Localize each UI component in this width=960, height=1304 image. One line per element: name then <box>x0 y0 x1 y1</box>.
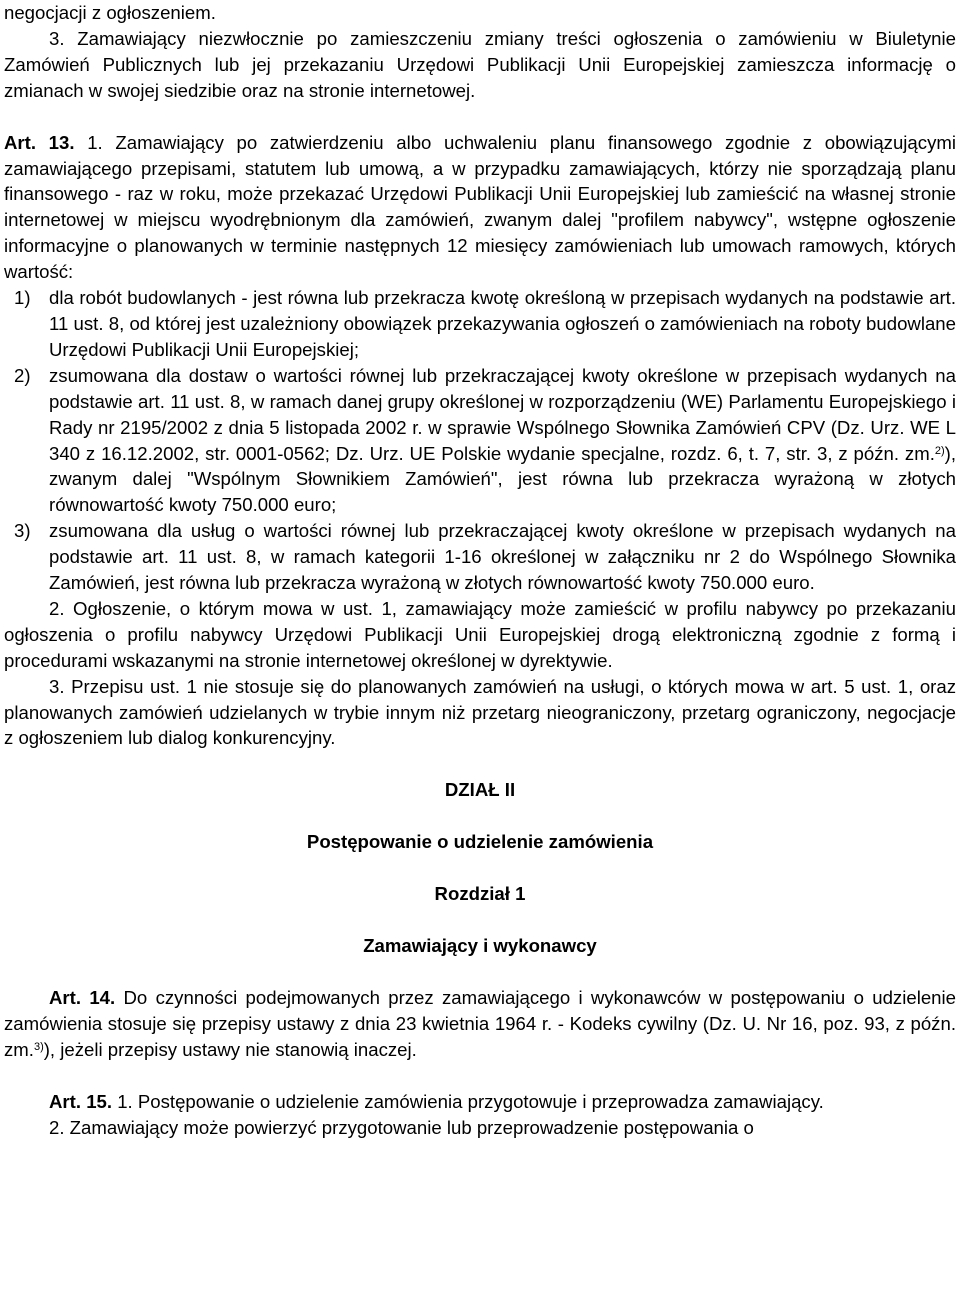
art15-label: Art. 15. <box>49 1090 113 1112</box>
list-item <box>4 285 956 363</box>
list-item <box>4 518 956 596</box>
list-item <box>4 363 956 518</box>
footnote-ref: 2) <box>934 444 945 457</box>
spacer <box>4 1063 956 1089</box>
division-title: Postępowanie o udzielenie zamówienia <box>306 831 654 853</box>
spacer <box>4 855 956 881</box>
art13-paragraph-3: 3. Przepisu ust. 1 nie stosuje się do planowanych zamówień na usługi, o których mowa w art. 5 ust. 1, oraz planowanych zamówień udzielanych w trybie innym niż przetarg nieograniczony, przetarg ograniczony, negocjacje z ogłoszeniem lub dialog konkurencyjny. <box>4 675 956 749</box>
document-page <box>4 0 956 1141</box>
art13-paragraph-2: 2. Ogłoszenie, o którym mowa w ust. 1, zamawiający może zamieścić w profilu nabywcy po przekazaniu ogłoszenia o profilu nabywcy Urzędowi Publikacji Unii Europejskiej drogą elektroniczną zgodnie z formą i procedurami wskazanymi na stronie internetowej określonej w dyrektywie. <box>4 597 956 671</box>
art15-para1-text: 1. Postępowanie o udzielenie zamówienia przygotowuje i przeprowadza zamawiający. <box>112 1090 824 1112</box>
spacer <box>4 803 956 829</box>
art14-text: Do czynności podejmowanych przez zamawiającego i wykonawców w postępowaniu o udzielenie zamówienia stosuje się przepisy ustawy z dnia 23 kwietnia 1964 r. - Kodeks cywilny (Dz. U. Nr 16, poz. 93, z późn. zm. <box>4 987 956 1060</box>
art13-para1-text: 1. Zamawiający po zatwierdzeniu albo uchwaleniu planu finansowego zgodnie z obowiązującymi zamawiającego przepisami, statutem lub umową, a w przypadku zamawiających, którzy nie sporządzają planu finansowego - raz w roku, może przekazać Urzędowi Publikacji Unii Europejskiej lub zamieścić na własnej stronie internetowej w miejscu wyodrębnionym dla zamówień, zwanym dalej "profilem nabywcy", wstępne ogłoszenie informacyjne o planowanych w terminie następnych 12 miesięcy zamówieniach lub umowach ramowych, których wartość: <box>4 131 956 283</box>
spacer <box>4 751 956 777</box>
chapter-heading: Rozdział 1 <box>434 883 526 905</box>
point-text: zsumowana dla usług o wartości równej lub przekraczającej kwoty określone w przepisach wydanych na podstawie art. 11 ust. 8, w ramach kategorii 1-16 określonej w załączniku nr 2 do Wspólnego Słownika Zamówień, jest równa lub przekracza wyrażoną w złotych równowartość kwoty 750.000 euro. <box>49 520 956 594</box>
point-text: zsumowana dla dostaw o wartości równej lub przekraczającej kwoty określone w przepisach wydanych na podstawie art. 11 ust. 8, w ramach danej grupy określonej w rozporządzeniu (WE) Parlamentu Europejskiego i Rady nr 2195/2002 z dnia 5 listopada 2002 r. w sprawie Wspólnego Słownika Zamówień CPV (Dz. Urz. WE L 340 z 16.12.2002, str. 0001-0562; Dz. Urz. UE Polskie wydanie specjalne, rozdz. 6, t. 7, str. 3, z późn. zm. <box>49 364 956 464</box>
chapter-title: Zamawiający i wykonawcy <box>363 935 597 957</box>
point-number: 3) <box>14 520 31 542</box>
art13-points-list <box>4 285 956 596</box>
footnote-ref: 3) <box>33 1040 44 1053</box>
art13-label: Art. 13. <box>4 131 75 153</box>
spacer <box>4 907 956 933</box>
spacer <box>4 959 956 985</box>
art14-label: Art. 14. <box>49 987 116 1008</box>
point-number: 2) <box>14 364 31 386</box>
intro-line: negocjacji z ogłoszeniem. <box>4 2 216 23</box>
art14-paragraph <box>4 985 956 1063</box>
spacer <box>4 104 956 130</box>
intro-paragraph-3: 3. Zamawiający niezwłocznie po zamieszczeniu zmiany treści ogłoszenia o zamówieniu w Biuletynie Zamówień Publicznych lub jej przekazaniu Urzędowi Publikacji Unii Europejskiej zamieszcza informację o zmianach w swojej siedzibie oraz na stronie internetowej. <box>4 27 956 101</box>
point-text-cont: ), zwanym dalej "Wspólnym Słownikiem Zamówień", jest równa lub przekracza wyrażoną w złotych równowartość kwoty 750.000 euro; <box>49 442 956 516</box>
point-number: 1) <box>14 287 31 309</box>
art14-text-cont: ), jeżeli przepisy ustawy nie stanowią inaczej. <box>43 1038 417 1060</box>
art13-paragraph-1 <box>4 130 956 285</box>
point-text: dla robót budowlanych - jest równa lub przekracza kwotę określoną w przepisach wydanych na podstawie art. 11 ust. 8, od której jest uzależniony obowiązek przekazywania ogłoszeń o zamówieniach na roboty budowlane Urzędowi Publikacji Unii Europejskiej; <box>49 287 956 360</box>
art15-paragraph-1 <box>4 1089 956 1115</box>
art15-paragraph-2: 2. Zamawiający może powierzyć przygotowanie lub przeprowadzenie postępowania o <box>49 1116 754 1138</box>
division-heading: DZIAŁ II <box>444 779 516 801</box>
